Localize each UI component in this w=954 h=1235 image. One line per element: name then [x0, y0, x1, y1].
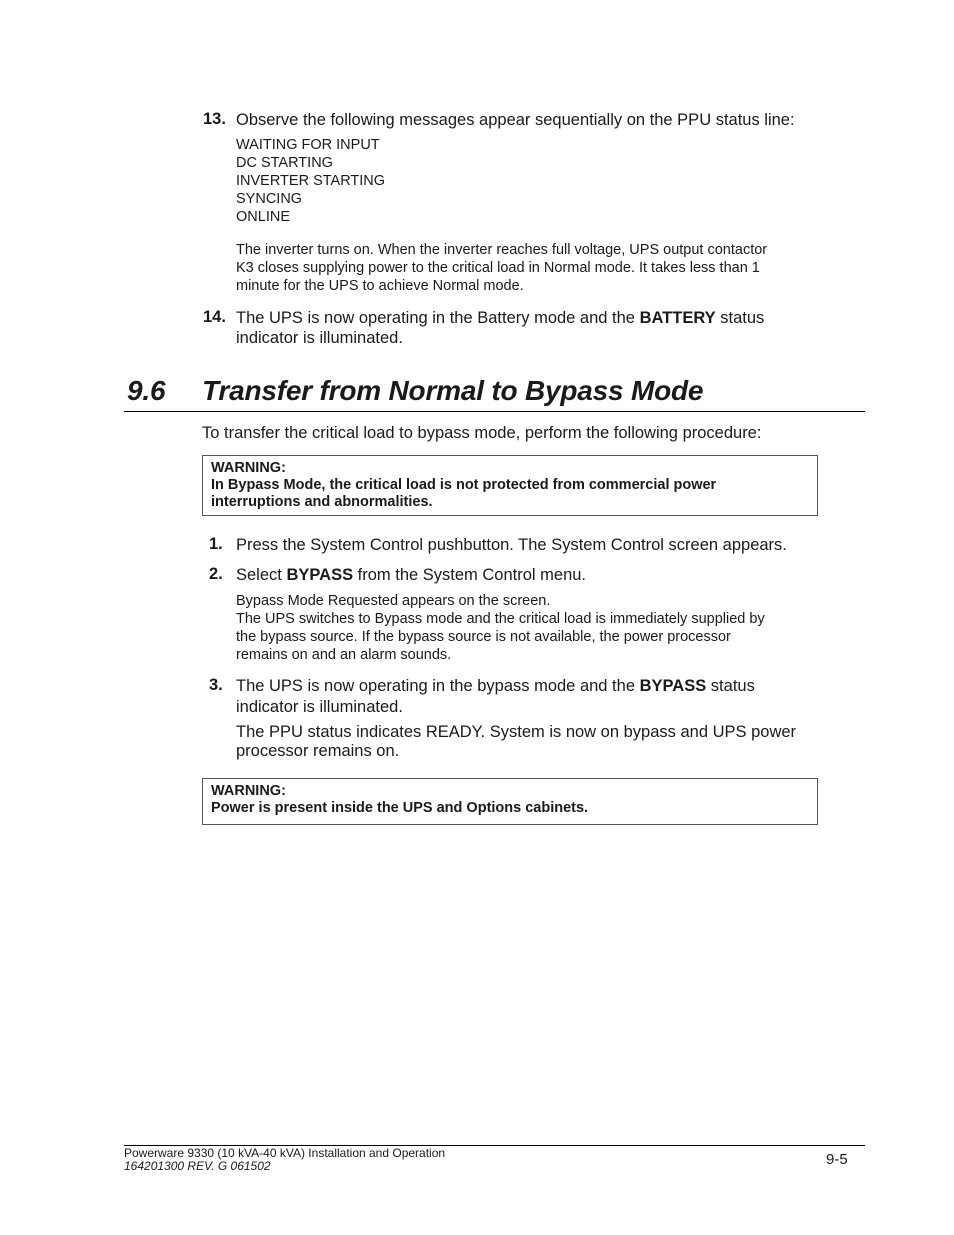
- step-note: [236, 592, 765, 664]
- step-text: [236, 676, 755, 697]
- section-intro: To transfer the critical load to bypass mode, perform the following procedure:: [202, 424, 762, 442]
- warning-box: [202, 778, 818, 825]
- note-line: minute for the UPS to achieve Normal mode.: [236, 278, 524, 294]
- step-number: 14.: [203, 308, 226, 326]
- status-message: INVERTER STARTING: [236, 173, 386, 189]
- step-text-part: Select: [236, 566, 287, 584]
- note-line: Bypass Mode Requested appears on the screen.: [236, 593, 551, 609]
- status-indicator-name: BYPASS: [639, 677, 707, 695]
- warning-label: WARNING:: [211, 783, 286, 799]
- warning-text: In Bypass Mode, the critical load is not protected from commercial power: [211, 477, 717, 493]
- step-number: 1.: [209, 535, 223, 553]
- status-message-list: [236, 136, 385, 226]
- step-text-line2: indicator is illuminated.: [236, 698, 403, 716]
- status-indicator-name: BATTERY: [639, 309, 716, 327]
- note-line: The inverter turns on. When the inverter reaches full voltage, UPS output contactor: [236, 242, 768, 258]
- section-title: Transfer from Normal to Bypass Mode: [202, 375, 704, 406]
- step-number: 2.: [209, 565, 223, 583]
- step-text: [236, 565, 586, 586]
- step-text: Press the System Control pushbutton. The System Control screen appears.: [236, 536, 787, 554]
- page-number: 9-5: [826, 1151, 848, 1168]
- status-message: WAITING FOR INPUT: [236, 137, 380, 153]
- footer-title: Powerware 9330 (10 kVA-40 kVA) Installation and Operation: [124, 1146, 446, 1160]
- step-text-line2: indicator is illuminated.: [236, 329, 403, 347]
- step-text-part: status: [715, 309, 765, 327]
- warning-label: WARNING:: [211, 460, 286, 476]
- step-number: 3.: [209, 676, 223, 694]
- step-text: [236, 308, 764, 329]
- note-line: remains on and an alarm sounds.: [236, 647, 452, 663]
- warning-text: Power is present inside the UPS and Options cabinets.: [211, 800, 589, 816]
- step-extra-text: processor remains on.: [236, 742, 400, 760]
- step-note: [236, 241, 767, 295]
- warning-box: [202, 455, 818, 516]
- step-text: Observe the following messages appear sequentially on the PPU status line:: [236, 111, 795, 129]
- warning-text: interruptions and abnormalities.: [211, 494, 433, 510]
- footer-revision: 164201300 REV. G 061502: [124, 1159, 271, 1173]
- step-text-part: The UPS is now operating in the bypass mode and the: [236, 677, 640, 695]
- step-text-part: The UPS is now operating in the Battery mode and the: [236, 309, 640, 327]
- step-text-part: from the System Control menu.: [353, 566, 587, 584]
- step-extra-text: The PPU status indicates READY. System is now on bypass and UPS power: [236, 723, 797, 741]
- note-line: The UPS switches to Bypass mode and the critical load is immediately supplied by: [236, 611, 765, 627]
- section-rule: [124, 411, 865, 412]
- note-line: K3 closes supplying power to the critical load in Normal mode. It takes less than 1: [236, 260, 760, 276]
- step-number: 13.: [203, 110, 226, 128]
- section-number: 9.6: [127, 375, 166, 406]
- menu-option-name: BYPASS: [286, 566, 354, 584]
- step-text-part: status: [706, 677, 755, 695]
- status-message: DC STARTING: [236, 155, 333, 171]
- status-message: SYNCING: [236, 191, 303, 207]
- note-line: the bypass source. If the bypass source is not available, the power processor: [236, 629, 731, 645]
- status-message: ONLINE: [236, 209, 290, 225]
